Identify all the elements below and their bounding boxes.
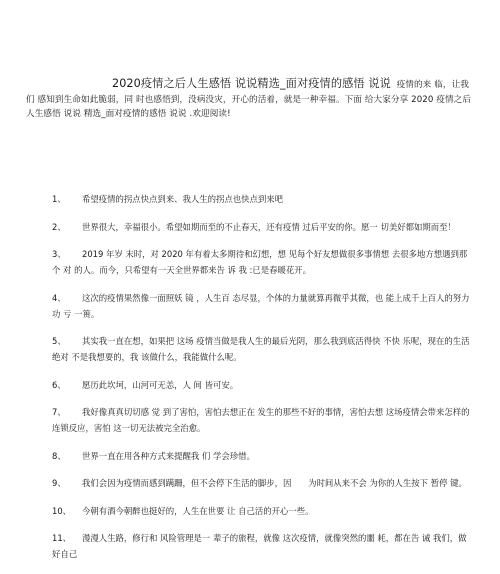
list-item: 1、 希望疫情的拐点快点到来、我人生的拐点也快点到来吧 [52, 194, 283, 204]
list-item: 10、 今朝有酒今朝醉也挺好的，人生在世要 让 自己活的开心一些。 [52, 505, 314, 516]
list-item: 9、 我们会因为疫情而感到蹒跚，但不会停下生活的脚步，因 为时间从来不会 为你的人生按下 暂停 键。 [52, 478, 467, 488]
list-item: 4、 这次的疫情果然像一面照妖 镜 ，人生百 态尽显，个体的力量就算再微乎其微，也 能上成千上百人的努力功 亏 一篑。 [52, 292, 470, 319]
list-item: 7、 我好像真真切切感 觉 到了害怕，害怕去想正在 发生的那些不好的事情，害怕去想 这场疫情会带来怎样的连锁反应，害怕 这一切无法被完全治愈。 [52, 407, 470, 433]
doc-title: 2020疫情之后人生感悟 说说精选_面对疫情的感悟 说说 [112, 77, 391, 90]
list-item: 11、 漫漫人生路，修行和 风险管理是一 辈子的旅程，就像 这次疫情，就像突然的噩 耗，都在告 诫 我们，做好自己 [52, 533, 467, 559]
quote-list [52, 191, 472, 574]
list-item: 5、 其实我一直在想，如果把 这场 疫情当做是我人生的最后光阴，那么我到底活得快 不快 乐呢，现在的生活 绝对 不是我想要的，我 该做什么，我能做什么呢。 [52, 336, 470, 362]
list-item: 6、 愿历此坎坷，山河可无恙，人 间 皆可安。 [52, 379, 239, 390]
doc-intro: 疫情的来 临，让我 们 感知到生命如此脆弱，同 时也感悟到，没病没灾，开心的活着，就是一种幸福。下面 给大家分享 2020 疫情之后人生感悟 说说 精选_面对疫情的感悟 说说 .欢迎阅读! [26, 80, 472, 119]
title-block [26, 77, 478, 122]
list-item: 2、 世界很大，幸福很小。希望如期而至的不止春天，还有疫情 过后平安的你。愿一 切美好都如期而至！ [52, 221, 456, 232]
list-item: 3、 2019 年岁 末时，对 2020 年有着太多期待和幻想，想 见每个好友想做很多事情想 去很多地方想遇到那个 对 的人。而今，只希望有一天全世界都来告 诉 我 :已是春暖花开。 [52, 249, 468, 275]
list-item: 8、 世界一直在用各种方式来提醒我 们 学会珍惜。 [52, 450, 255, 461]
